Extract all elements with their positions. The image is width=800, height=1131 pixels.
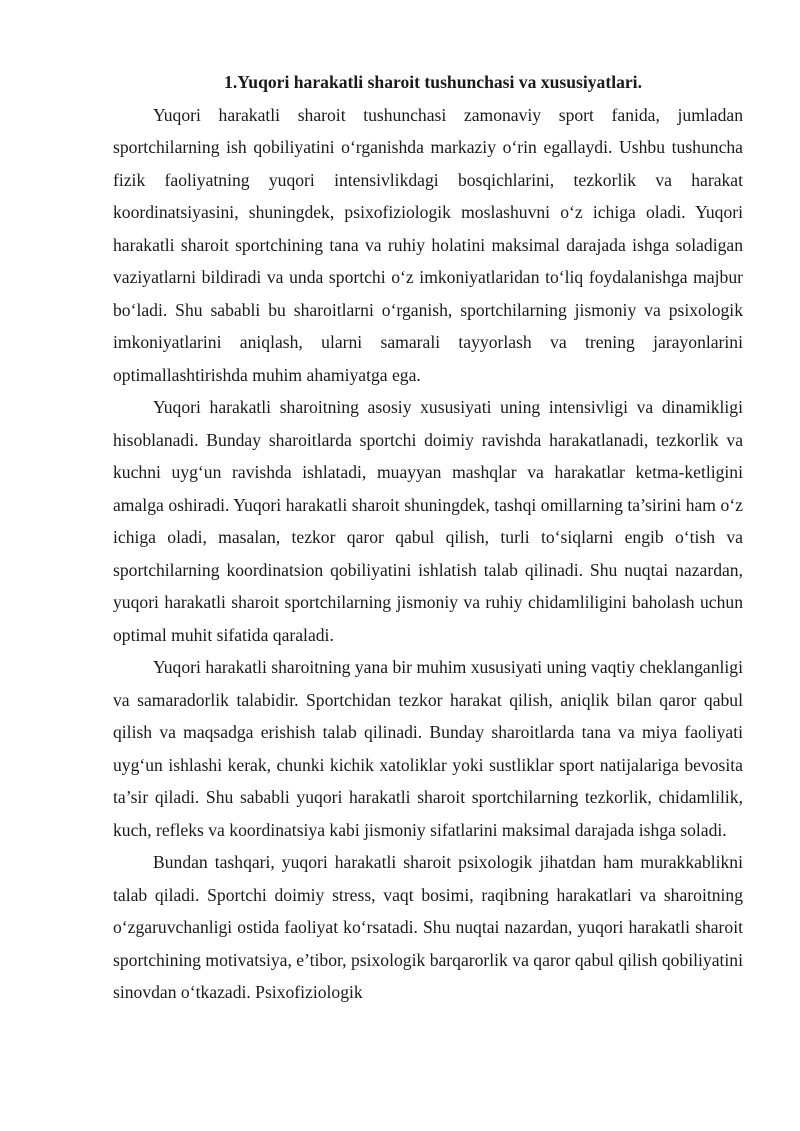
paragraph-3: Yuqori harakatli sharoitning yana bir muhim xususiyati uning vaqtiy cheklanganligi va samaradorlik talabidir. Sportchidan tezkor harakat qilish, aniqlik bilan qaror qabul qilish va maqsadga erishish talab qilinadi. Bunday sharoitlarda tana va miya faoliyati uyg‘un ishlashi kerak, chunki kichik xatoliklar yoki sustliklar sport natijalariga bevosita ta’sir qiladi. Shu sababli yuqori harakatli sharoit sportchilarning tezkorlik, chidamlilik, kuch, refleks va koordinatsiya kabi jismoniy sifatlarini maksimal darajada ishga soladi. <box>113 657 743 840</box>
paragraph-1: Yuqori harakatli sharoit tushunchasi zamonaviy sport fanida, jumladan sportchilarning ish qobiliyatini o‘rganishda markaziy o‘rin egallaydi. Ushbu tushuncha fizik faoliyatning yuqori intensivlikdagi bosqichlarini, tezkorlik va harakat koordinatsiyasini, shuningdek, psixofiziologik moslashuvni o‘z ichiga oladi. Yuqori harakatli sharoit sportchining tana va ruhiy holatini maksimal darajada ishga soladigan vaziyatlarni bildiradi va unda sportchi o‘z imkoniyatlaridan to‘liq foydalanishga majbur bo‘ladi. Shu sababli bu sharoitlarni o‘rganish, sportchilarning jismoniy va psixologik imkoniyatlarini aniqlash, ularni samarali tayyorlash va trening jarayonlarini optimallashtirishda muhim ahamiyatga ega. <box>113 104 743 385</box>
document-page <box>113 66 743 1009</box>
paragraph-4: Bundan tashqari, yuqori harakatli sharoit psixologik jihatdan ham murakkablikni talab qiladi. Sportchi doimiy stress, vaqt bosimi, raqibning harakatlari va sharoitning o‘zgaruvchanligi ostida faoliyat ko‘rsatadi. Shu nuqtai nazardan, yuqori harakatli sharoit sportchining motivatsiya, e’tibor, psixologik barqarorlik va qaror qabul qilish qobiliyatini sinovdan o‘tkazadi. Psixofiziologik <box>113 852 743 1002</box>
paragraph-2: Yuqori harakatli sharoitning asosiy xususiyati uning intensivligi va dinamikligi hisoblanadi. Bunday sharoitlarda sportchi doimiy ravishda harakatlanadi, tezkorlik va kuchni uyg‘un ravishda ishlatadi, muayyan mashqlar va harakatlar ketma-ketligini amalga oshiradi. Yuqori harakatli sharoit shuningdek, tashqi omillarning ta’sirini ham o‘z ichiga oladi, masalan, tezkor qaror qabul qilish, turli to‘siqlarni engib o‘tish va sportchilarning koordinatsion qobiliyatini ishlatish talab qilinadi. Shu nuqtai nazardan, yuqori harakatli sharoit sportchilarning jismoniy va ruhiy chidamliligini baholash uchun optimal muhit sifatida qaraladi. <box>113 397 743 645</box>
section-heading: 1.Yuqori harakatli sharoit tushunchasi va xususiyatlari. <box>224 72 642 92</box>
